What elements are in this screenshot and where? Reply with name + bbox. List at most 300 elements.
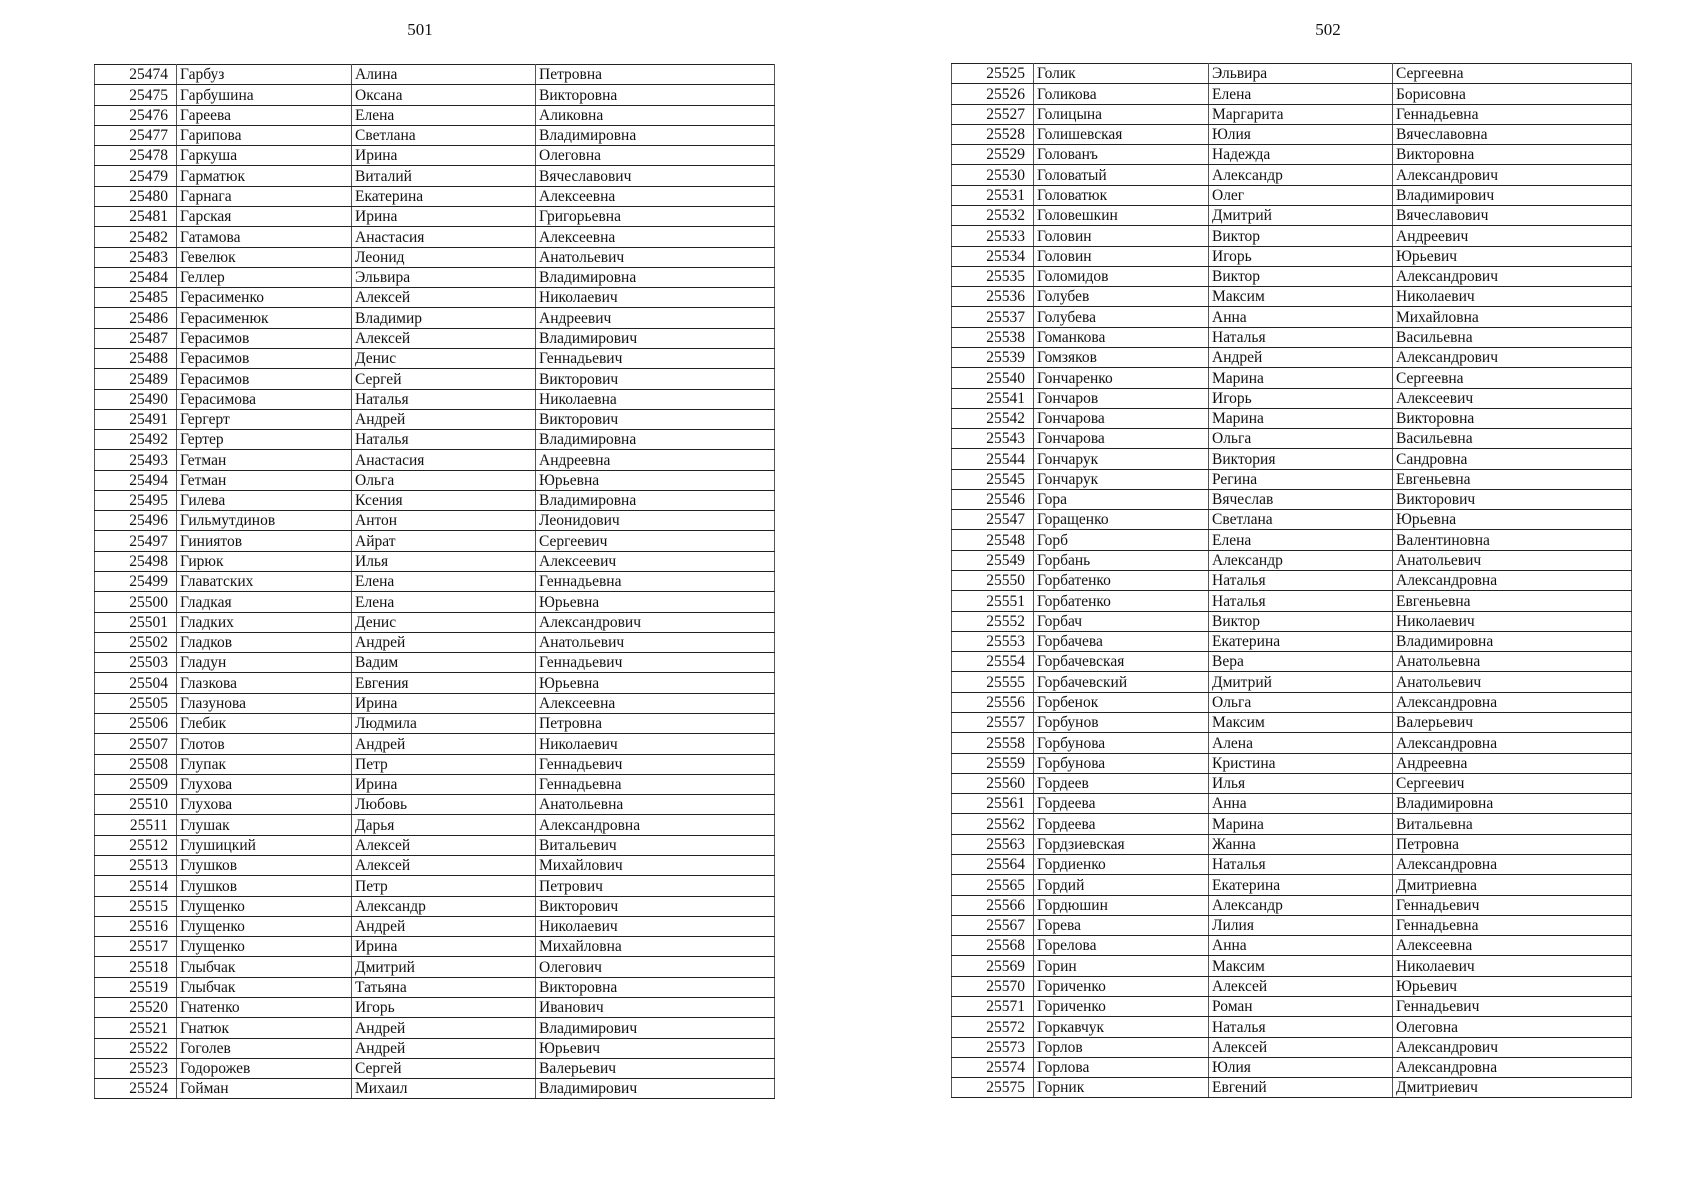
patronymic-cell: Аликовна (536, 105, 775, 125)
last-name-cell: Глыбчак (177, 957, 352, 977)
last-name-cell: Гомзяков (1034, 347, 1209, 367)
record-number-cell: 25526 (952, 84, 1034, 104)
last-name-cell: Горбань (1034, 550, 1209, 570)
patronymic-cell: Викторовна (1393, 145, 1632, 165)
record-number-cell: 25514 (95, 876, 177, 896)
record-number-cell: 25533 (952, 226, 1034, 246)
patronymic-cell: Михайловна (1393, 307, 1632, 327)
patronymic-cell: Викторович (536, 409, 775, 429)
record-number-cell: 25560 (952, 773, 1034, 793)
last-name-cell: Гергерт (177, 409, 352, 429)
patronymic-cell: Андреевна (1393, 753, 1632, 773)
table-row (95, 1058, 775, 1078)
table-row (952, 915, 1632, 935)
patronymic-cell: Сергеевна (1393, 64, 1632, 84)
first-name-cell: Ольга (1209, 429, 1393, 449)
table-row (95, 531, 775, 551)
first-name-cell: Алексей (352, 288, 536, 308)
table-row (95, 1079, 775, 1099)
patronymic-cell: Олеговна (536, 146, 775, 166)
first-name-cell: Антон (352, 511, 536, 531)
last-name-cell: Горин (1034, 956, 1209, 976)
first-name-cell: Эльвира (1209, 64, 1393, 84)
table-row (952, 347, 1632, 367)
first-name-cell: Регина (1209, 469, 1393, 489)
patronymic-cell: Геннадьевич (536, 348, 775, 368)
patronymic-cell: Валерьевич (536, 1058, 775, 1078)
last-name-cell: Глазкова (177, 673, 352, 693)
patronymic-cell: Николаевич (1393, 611, 1632, 631)
first-name-cell: Сергей (352, 369, 536, 389)
record-number-cell: 25477 (95, 125, 177, 145)
table-row (95, 450, 775, 470)
table-row (952, 246, 1632, 266)
record-number-cell: 25475 (95, 85, 177, 105)
patronymic-cell: Викторовна (536, 85, 775, 105)
patronymic-cell: Витальевна (1393, 814, 1632, 834)
first-name-cell: Андрей (352, 1018, 536, 1038)
patronymic-cell: Алексеевич (536, 551, 775, 571)
first-name-cell: Юлия (1209, 1057, 1393, 1077)
record-number-cell: 25490 (95, 389, 177, 409)
record-number-cell: 25546 (952, 489, 1034, 509)
first-name-cell: Алексей (352, 328, 536, 348)
first-name-cell: Марина (1209, 814, 1393, 834)
patronymic-cell: Юрьевич (536, 1038, 775, 1058)
patronymic-cell: Александровна (1393, 692, 1632, 712)
last-name-cell: Герасимова (177, 389, 352, 409)
patronymic-cell: Геннадьевна (536, 774, 775, 794)
patronymic-cell: Борисовна (1393, 84, 1632, 104)
table-row (952, 226, 1632, 246)
page-number: 502 (1315, 20, 1341, 39)
first-name-cell: Игорь (1209, 388, 1393, 408)
last-name-cell: Горбунова (1034, 753, 1209, 773)
first-name-cell: Игорь (1209, 246, 1393, 266)
last-name-cell: Горева (1034, 915, 1209, 935)
table-row (952, 205, 1632, 225)
record-number-cell: 25481 (95, 206, 177, 226)
patronymic-cell: Владимировна (536, 490, 775, 510)
last-name-cell: Голицына (1034, 104, 1209, 124)
first-name-cell: Вячеслав (1209, 489, 1393, 509)
record-number-cell: 25557 (952, 713, 1034, 733)
first-name-cell: Роман (1209, 996, 1393, 1016)
table-row (952, 571, 1632, 591)
first-name-cell: Алексей (1209, 976, 1393, 996)
first-name-cell: Ирина (352, 206, 536, 226)
table-row (952, 1078, 1632, 1098)
table-row (95, 247, 775, 267)
last-name-cell: Голикова (1034, 84, 1209, 104)
last-name-cell: Годорожев (177, 1058, 352, 1078)
table-row (952, 773, 1632, 793)
record-number-cell: 25524 (95, 1079, 177, 1099)
last-name-cell: Глухова (177, 795, 352, 815)
table-row (952, 753, 1632, 773)
first-name-cell: Илья (352, 551, 536, 571)
first-name-cell: Виктория (1209, 449, 1393, 469)
first-name-cell: Екатерина (1209, 875, 1393, 895)
record-number-cell: 25493 (95, 450, 177, 470)
patronymic-cell: Николаевич (1393, 956, 1632, 976)
last-name-cell: Гориченко (1034, 996, 1209, 1016)
record-number-cell: 25574 (952, 1057, 1034, 1077)
table-row (952, 550, 1632, 570)
patronymic-cell: Петровна (536, 65, 775, 85)
table-row (95, 186, 775, 206)
patronymic-cell: Владимирович (536, 328, 775, 348)
last-name-cell: Гетман (177, 450, 352, 470)
patronymic-cell: Владимирович (536, 1079, 775, 1099)
patronymic-cell: Дмитриевич (1393, 1078, 1632, 1098)
table-row (95, 896, 775, 916)
table-row (952, 956, 1632, 976)
last-name-cell: Гарбушина (177, 85, 352, 105)
patronymic-cell: Николаевна (536, 389, 775, 409)
first-name-cell: Екатерина (1209, 631, 1393, 651)
last-name-cell: Гетман (177, 470, 352, 490)
patronymic-cell: Геннадьевна (1393, 915, 1632, 935)
first-name-cell: Александр (352, 896, 536, 916)
table-row (952, 834, 1632, 854)
patronymic-cell: Владимировна (536, 267, 775, 287)
first-name-cell: Вадим (352, 653, 536, 673)
table-row (952, 1037, 1632, 1057)
first-name-cell: Михаил (352, 1079, 536, 1099)
table-row (952, 713, 1632, 733)
last-name-cell: Глебик (177, 714, 352, 734)
patronymic-cell: Петровна (1393, 834, 1632, 854)
record-number-cell: 25535 (952, 266, 1034, 286)
last-name-cell: Голубева (1034, 307, 1209, 327)
last-name-cell: Гончаренко (1034, 368, 1209, 388)
record-number-cell: 25492 (95, 430, 177, 450)
patronymic-cell: Владимировна (536, 430, 775, 450)
first-name-cell: Вера (1209, 652, 1393, 672)
patronymic-cell: Андреевич (536, 308, 775, 328)
first-name-cell: Марина (1209, 368, 1393, 388)
first-name-cell: Алена (1209, 733, 1393, 753)
last-name-cell: Глупак (177, 754, 352, 774)
last-name-cell: Гаркуша (177, 146, 352, 166)
record-number-cell: 25497 (95, 531, 177, 551)
first-name-cell: Наталья (352, 389, 536, 409)
last-name-cell: Горбунова (1034, 733, 1209, 753)
last-name-cell: Голик (1034, 64, 1209, 84)
record-number-cell: 25517 (95, 937, 177, 957)
table-row (952, 611, 1632, 631)
record-number-cell: 25500 (95, 592, 177, 612)
last-name-cell: Глазунова (177, 693, 352, 713)
record-number-cell: 25554 (952, 652, 1034, 672)
last-name-cell: Гончаров (1034, 388, 1209, 408)
table-row (952, 672, 1632, 692)
last-name-cell: Горбенок (1034, 692, 1209, 712)
patronymic-cell: Олегович (536, 957, 775, 977)
table-row (952, 733, 1632, 753)
last-name-cell: Гладун (177, 653, 352, 673)
last-name-cell: Гарская (177, 206, 352, 226)
table-row (952, 1057, 1632, 1077)
record-number-cell: 25519 (95, 977, 177, 997)
table-row (95, 65, 775, 85)
first-name-cell: Дарья (352, 815, 536, 835)
patronymic-cell: Владимировна (1393, 631, 1632, 651)
table-row (952, 327, 1632, 347)
record-number-cell: 25523 (95, 1058, 177, 1078)
last-name-cell: Голованъ (1034, 145, 1209, 165)
patronymic-cell: Анатольевич (1393, 672, 1632, 692)
last-name-cell: Герасименко (177, 288, 352, 308)
patronymic-cell: Николаевич (536, 288, 775, 308)
patronymic-cell: Евгеньевна (1393, 469, 1632, 489)
record-number-cell: 25525 (952, 64, 1034, 84)
record-number-cell: 25498 (95, 551, 177, 571)
last-name-cell: Главатских (177, 572, 352, 592)
last-name-cell: Гильмутдинов (177, 511, 352, 531)
patronymic-cell: Николаевич (536, 734, 775, 754)
first-name-cell: Виктор (1209, 266, 1393, 286)
record-number-cell: 25564 (952, 854, 1034, 874)
first-name-cell: Наталья (1209, 1017, 1393, 1037)
patronymic-cell: Викторович (1393, 489, 1632, 509)
last-name-cell: Глушков (177, 876, 352, 896)
first-name-cell: Анна (1209, 794, 1393, 814)
last-name-cell: Герасимов (177, 348, 352, 368)
last-name-cell: Гончарова (1034, 429, 1209, 449)
record-number-cell: 25556 (952, 692, 1034, 712)
table-row (952, 287, 1632, 307)
first-name-cell: Дмитрий (352, 957, 536, 977)
record-number-cell: 25474 (95, 65, 177, 85)
last-name-cell: Горащенко (1034, 510, 1209, 530)
first-name-cell: Андрей (352, 632, 536, 652)
record-number-cell: 25476 (95, 105, 177, 125)
first-name-cell: Надежда (1209, 145, 1393, 165)
patronymic-cell: Дмитриевна (1393, 875, 1632, 895)
table-row (952, 692, 1632, 712)
table-row (95, 612, 775, 632)
table-row (95, 166, 775, 186)
record-number-cell: 25530 (952, 165, 1034, 185)
first-name-cell: Сергей (352, 1058, 536, 1078)
last-name-cell: Голишевская (1034, 124, 1209, 144)
last-name-cell: Гарипова (177, 125, 352, 145)
patronymic-cell: Юрьевна (536, 673, 775, 693)
table-row (952, 185, 1632, 205)
first-name-cell: Айрат (352, 531, 536, 551)
record-number-cell: 25479 (95, 166, 177, 186)
patronymic-cell: Александрович (1393, 165, 1632, 185)
patronymic-cell: Викторовна (536, 977, 775, 997)
record-number-cell: 25518 (95, 957, 177, 977)
table-row (95, 592, 775, 612)
first-name-cell: Кристина (1209, 753, 1393, 773)
first-name-cell: Олег (1209, 185, 1393, 205)
table-row (95, 227, 775, 247)
patronymic-cell: Леонидович (536, 511, 775, 531)
last-name-cell: Головатюк (1034, 185, 1209, 205)
first-name-cell: Александр (1209, 895, 1393, 915)
patronymic-cell: Викторович (536, 369, 775, 389)
patronymic-cell: Алексеевич (1393, 388, 1632, 408)
last-name-cell: Гоголев (177, 1038, 352, 1058)
record-number-cell: 25543 (952, 429, 1034, 449)
record-number-cell: 25520 (95, 997, 177, 1017)
record-number-cell: 25569 (952, 956, 1034, 976)
record-number-cell: 25558 (952, 733, 1034, 753)
first-name-cell: Евгений (1209, 1078, 1393, 1098)
roster-table (94, 64, 775, 1099)
record-number-cell: 25488 (95, 348, 177, 368)
table-row (95, 348, 775, 368)
table-row (95, 430, 775, 450)
patronymic-cell: Геннадьевич (536, 653, 775, 673)
patronymic-cell: Викторович (536, 896, 775, 916)
table-row (95, 673, 775, 693)
last-name-cell: Глыбчак (177, 977, 352, 997)
last-name-cell: Горбачева (1034, 631, 1209, 651)
last-name-cell: Горбачевский (1034, 672, 1209, 692)
table-row (95, 1018, 775, 1038)
record-number-cell: 25541 (952, 388, 1034, 408)
last-name-cell: Герасимов (177, 369, 352, 389)
table-row (95, 754, 775, 774)
table-row (952, 266, 1632, 286)
table-row (95, 734, 775, 754)
table-row (95, 774, 775, 794)
first-name-cell: Жанна (1209, 834, 1393, 854)
last-name-cell: Головешкин (1034, 205, 1209, 225)
patronymic-cell: Александровна (1393, 854, 1632, 874)
first-name-cell: Анастасия (352, 450, 536, 470)
record-number-cell: 25529 (952, 145, 1034, 165)
record-number-cell: 25478 (95, 146, 177, 166)
table-row (95, 815, 775, 835)
table-row (952, 510, 1632, 530)
patronymic-cell: Анатольевич (536, 247, 775, 267)
table-row (95, 693, 775, 713)
first-name-cell: Наталья (352, 430, 536, 450)
patronymic-cell: Геннадьевна (536, 572, 775, 592)
record-number-cell: 25537 (952, 307, 1034, 327)
last-name-cell: Гиниятов (177, 531, 352, 551)
last-name-cell: Горелова (1034, 936, 1209, 956)
record-number-cell: 25562 (952, 814, 1034, 834)
record-number-cell: 25570 (952, 976, 1034, 996)
table-row (95, 997, 775, 1017)
patronymic-cell: Юрьевна (1393, 510, 1632, 530)
patronymic-cell: Николаевич (536, 916, 775, 936)
first-name-cell: Денис (352, 348, 536, 368)
patronymic-cell: Анатольевич (536, 632, 775, 652)
record-number-cell: 25538 (952, 327, 1034, 347)
record-number-cell: 25483 (95, 247, 177, 267)
patronymic-cell: Геннадьевич (536, 754, 775, 774)
last-name-cell: Головин (1034, 226, 1209, 246)
last-name-cell: Гончарова (1034, 408, 1209, 428)
table-row (952, 794, 1632, 814)
first-name-cell: Елена (1209, 84, 1393, 104)
first-name-cell: Ирина (352, 146, 536, 166)
last-name-cell: Гордий (1034, 875, 1209, 895)
patronymic-cell: Владимирович (1393, 185, 1632, 205)
last-name-cell: Герасименюк (177, 308, 352, 328)
patronymic-cell: Владимировна (536, 125, 775, 145)
last-name-cell: Гнатенко (177, 997, 352, 1017)
last-name-cell: Гевелюк (177, 247, 352, 267)
last-name-cell: Гладкая (177, 592, 352, 612)
table-row (952, 64, 1632, 84)
last-name-cell: Гарбуз (177, 65, 352, 85)
record-number-cell: 25563 (952, 834, 1034, 854)
record-number-cell: 25565 (952, 875, 1034, 895)
table-row (95, 288, 775, 308)
first-name-cell: Андрей (352, 734, 536, 754)
last-name-cell: Глушицкий (177, 835, 352, 855)
first-name-cell: Елена (1209, 530, 1393, 550)
record-number-cell: 25534 (952, 246, 1034, 266)
first-name-cell: Максим (1209, 956, 1393, 976)
record-number-cell: 25542 (952, 408, 1034, 428)
table-row (95, 835, 775, 855)
table-row (952, 469, 1632, 489)
table-row (952, 814, 1632, 834)
patronymic-cell: Сандровна (1393, 449, 1632, 469)
patronymic-cell: Васильевна (1393, 429, 1632, 449)
last-name-cell: Гордеев (1034, 773, 1209, 793)
record-number-cell: 25544 (952, 449, 1034, 469)
patronymic-cell: Александровна (1393, 571, 1632, 591)
last-name-cell: Гойман (177, 1079, 352, 1099)
last-name-cell: Гоманкова (1034, 327, 1209, 347)
patronymic-cell: Алексеевна (536, 693, 775, 713)
first-name-cell: Татьяна (352, 977, 536, 997)
last-name-cell: Гордюшин (1034, 895, 1209, 915)
first-name-cell: Ксения (352, 490, 536, 510)
patronymic-cell: Геннадьевич (1393, 996, 1632, 1016)
last-name-cell: Гнатюк (177, 1018, 352, 1038)
last-name-cell: Гладких (177, 612, 352, 632)
record-number-cell: 25505 (95, 693, 177, 713)
table-row (952, 652, 1632, 672)
first-name-cell: Елена (352, 592, 536, 612)
patronymic-cell: Сергеевич (1393, 773, 1632, 793)
record-number-cell: 25553 (952, 631, 1034, 651)
table-row (95, 551, 775, 571)
table-row (95, 977, 775, 997)
record-number-cell: 25528 (952, 124, 1034, 144)
first-name-cell: Любовь (352, 795, 536, 815)
table-row (952, 489, 1632, 509)
table-row (95, 267, 775, 287)
patronymic-cell: Александровна (536, 815, 775, 835)
page-left (0, 0, 848, 1200)
table-row (952, 631, 1632, 651)
first-name-cell: Ирина (352, 693, 536, 713)
record-number-cell: 25495 (95, 490, 177, 510)
table-row (952, 124, 1632, 144)
record-number-cell: 25531 (952, 185, 1034, 205)
first-name-cell: Ольга (1209, 692, 1393, 712)
first-name-cell: Андрей (1209, 347, 1393, 367)
record-number-cell: 25513 (95, 855, 177, 875)
table-row (95, 389, 775, 409)
table-row (952, 165, 1632, 185)
first-name-cell: Виталий (352, 166, 536, 186)
first-name-cell: Светлана (352, 125, 536, 145)
